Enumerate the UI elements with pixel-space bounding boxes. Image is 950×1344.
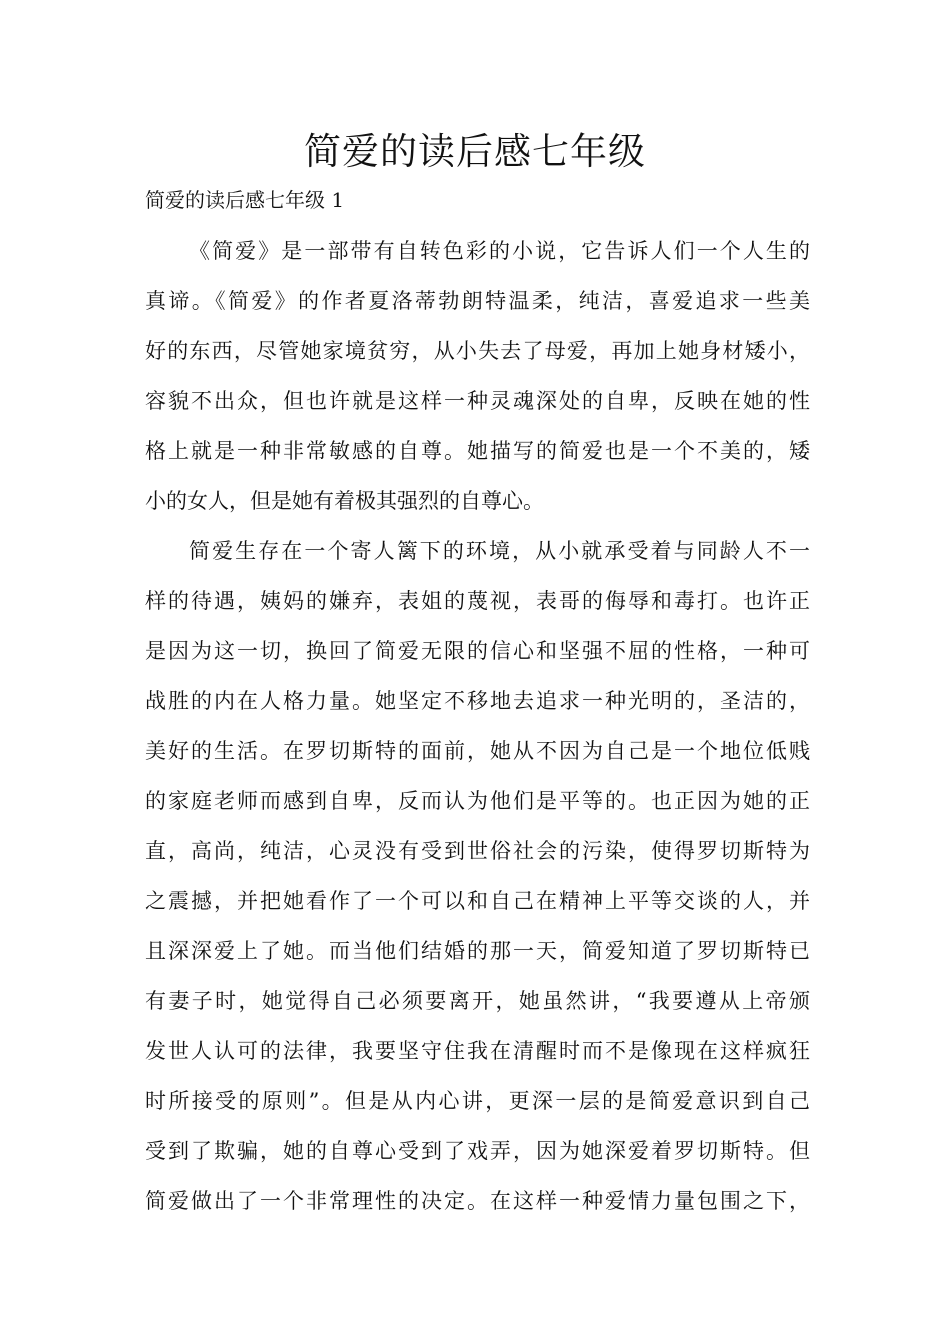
text-line: 时所接受的原则”。但是从内心讲，更深一层的是简爱意识到自己: [145, 1089, 810, 1113]
text-line: 样的待遇，姨妈的嫌弃，表姐的蔑视，表哥的侮辱和毒打。也许正: [145, 589, 810, 613]
text-line: 直，高尚，纯洁，心灵没有受到世俗社会的污染，使得罗切斯特为: [145, 839, 810, 863]
text-line: 《简爱》是一部带有自转色彩的小说，它告诉人们一个人生的: [189, 239, 810, 263]
text-line: 有妻子时，她觉得自己必须要离开，她虽然讲，“我要遵从上帝颁: [145, 989, 810, 1013]
text-line: 好的东西，尽管她家境贫穷，从小失去了母爱，再加上她身材矮小，: [145, 339, 810, 363]
body-text: [145, 226, 810, 1226]
text-line: 的家庭老师而感到自卑，反而认为他们是平等的。也正因为她的正: [145, 789, 810, 813]
text-line: 之震撼，并把她看作了一个可以和自己在精神上平等交谈的人，并: [145, 889, 810, 913]
text-line: 发世人认可的法律，我要坚守住我在清醒时而不是像现在这样疯狂: [145, 1039, 810, 1063]
section-heading: 简爱的读后感七年级 1: [145, 188, 345, 212]
text-line: 受到了欺骗，她的自尊心受到了戏弄，因为她深爱着罗切斯特。但: [145, 1139, 810, 1163]
text-line: 是因为这一切，换回了简爱无限的信心和坚强不屈的性格，一种可: [145, 639, 810, 663]
text-line: 简爱做出了一个非常理性的决定。在这样一种爱情力量包围之下，: [145, 1189, 810, 1213]
text-line: 美好的生活。在罗切斯特的面前，她从不因为自己是一个地位低贱: [145, 739, 810, 763]
text-line: 格上就是一种非常敏感的自尊。她描写的简爱也是一个不美的，矮: [145, 439, 810, 463]
text-line: 真谛。《简爱》的作者夏洛蒂勃朗特温柔，纯洁，喜爱追求一些美: [145, 289, 810, 313]
document-title: 简爱的读后感七年级: [304, 130, 646, 173]
text-line: 战胜的内在人格力量。她坚定不移地去追求一种光明的，圣洁的，: [145, 689, 810, 713]
text-line: 小的女人，但是她有着极其强烈的自尊心。: [145, 489, 544, 513]
text-line: 简爱生存在一个寄人篱下的环境，从小就承受着与同龄人不一: [189, 539, 810, 563]
text-line: 且深深爱上了她。而当他们结婚的那一天，简爱知道了罗切斯特已: [145, 939, 810, 963]
text-line: 容貌不出众，但也许就是这样一种灵魂深处的自卑，反映在她的性: [145, 389, 810, 413]
